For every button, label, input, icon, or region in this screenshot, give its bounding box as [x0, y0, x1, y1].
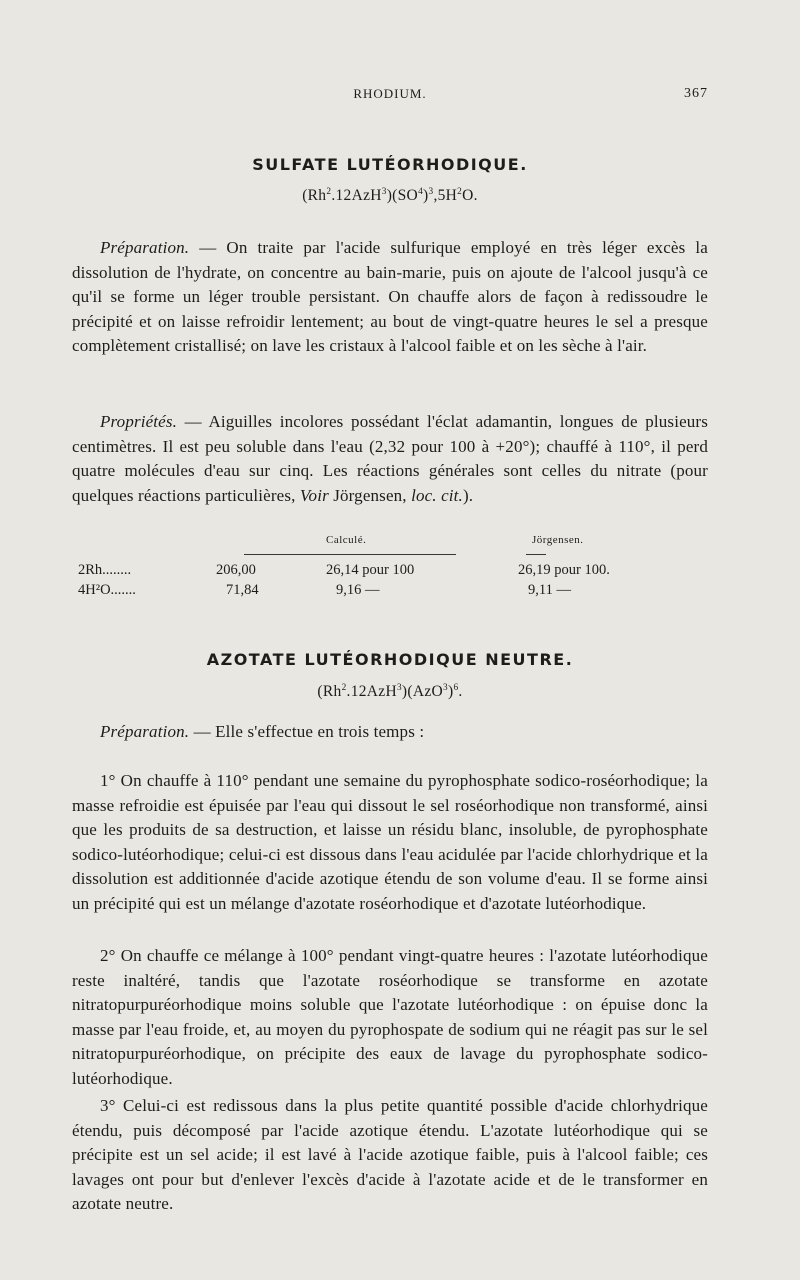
table-header-jorgensen: Jörgensen.: [532, 534, 584, 546]
table-row-value: 206,00: [216, 562, 256, 578]
paragraph-preparation-sulfate: [72, 236, 708, 359]
analysis-table: [72, 534, 708, 604]
table-row-label: 4H²O.......: [78, 582, 136, 598]
running-head-title: RHODIUM.: [353, 86, 427, 101]
step-1: 1° On chauffe à 110° pendant une semaine du pyrophosphate sodico-roséorhodique; la masse refroidie est épuisée par l'eau qui dissout le sel roséorhodique non transformé, ainsi que les produits de sa destruction, et laisse un résidu blanc, insoluble, de pyrophosphate sodico-lutéorhodique; celui-ci est dissous dans l'eau acidulée par l'acide chlorhydrique et la dissolution est additionnée d'acide azotique étendu de son volume d'eau. Il se forme ainsi un précipité qui est un mélange d'azotate roséorhodique et d'azotate lutéorhodique.: [72, 771, 708, 913]
formula-sulfate: $(Rh^2.12AzH^3)(SO^4)^3,5H^2O$.: [302, 186, 478, 204]
table-row-value: 71,84: [226, 582, 259, 598]
table-row-pct: 9,16 —: [336, 582, 380, 598]
step-2-paragraph: [72, 944, 708, 1092]
step-3-paragraph: [72, 1094, 708, 1217]
paragraph-proprietes: Propriétés. — Aiguilles incolores possédant l'éclat adamantin, longues de plusieurs centimètres. Il est peu soluble dans l'eau (2,32 pour 100 à +20°); chauffé à 110°, il perd quatre molécules d'eau sur cinq. Les réactions générales sont celles du nitrate (pour quelques réactions particulières, Voir Jörgensen, loc. cit.).: [72, 412, 708, 505]
page-number: 367: [684, 86, 708, 101]
heading-sulfate: SULFATE LUTÉORHODIQUE.: [252, 155, 528, 174]
step-1-paragraph: [72, 769, 708, 917]
lead-proprietes: Propriétés.: [100, 412, 178, 431]
heading-azotate: AZOTATE LUTÉORHODIQUE NEUTRE.: [206, 650, 574, 669]
table-row-pct: 26,14 pour 100: [326, 562, 415, 578]
formula-sulfate-block: [72, 187, 708, 205]
lead-preparation: Préparation.: [100, 238, 190, 257]
table-row-jorgensen: 26,19 pour 100.: [518, 562, 610, 578]
step-3: 3° Celui-ci est redissous dans la plus petite quantité possible d'acide chlorhydrique étendu, puis décomposé par l'acide azotique étendu. L'azotate lutéorhodique qui se précipite est un sel acide; il est lavé à l'acide azotique faible, puis à l'alcool faible; ces lavages ont pour but d'enlever l'excès d'acide à l'azotate acide et de le transformer en azotate neutre.: [72, 1096, 708, 1214]
table-rule-jorgensen: [526, 554, 546, 555]
table-row-label: 2Rh........: [78, 562, 132, 578]
section-heading-sulfate: [72, 155, 708, 174]
step-2: 2° On chauffe ce mélange à 100° pendant vingt-quatre heures : l'azotate lutéorhodique reste inaltéré, tandis que l'azotate roséorhodique se transforme en azotate nitratopurpuréorhodique moins soluble que l'azotate lutéorhodique : on épuise donc la masse par l'eau froide, et, au moyen du pyrophospate de sodium qui ne réagit pas sur le sel nitratopurpuréorhodique, on précipite des eaux de lavage du pyrophosphate sodico-lutéorhodique.: [72, 946, 708, 1088]
formula-azotate-block: [72, 683, 708, 701]
paragraph-preparation-azotate: Préparation. — Elle s'effectue en trois temps :: [100, 722, 425, 741]
table-rule-calcule: [244, 554, 456, 555]
running-head: [72, 86, 708, 108]
section-heading-azotate: [72, 650, 708, 669]
formula-azotate: $(Rh^2.12AzH^3)(AzO^3)^6$.: [317, 682, 463, 700]
text-preparation: — On traite par l'acide sulfurique employé en très léger excès la dissolution de l'hydrate, on concentre au bain-marie, puis on ajoute de l'alcool jusqu'à ce qu'il se forme un léger trouble persistant. On chauffe alors de façon à redissoudre le précipité et on laisse refroidir lentement; au bout de vingt-quatre heures le sel a presque complètement cristallisé; on lave les cristaux à l'alcool faible et on les sèche à l'air.: [72, 238, 708, 356]
table-row-jorgensen: 9,11 —: [528, 582, 571, 598]
table-header-calcule: Calculé.: [326, 534, 367, 546]
lead-preparation-azotate: Préparation.: [100, 722, 190, 741]
